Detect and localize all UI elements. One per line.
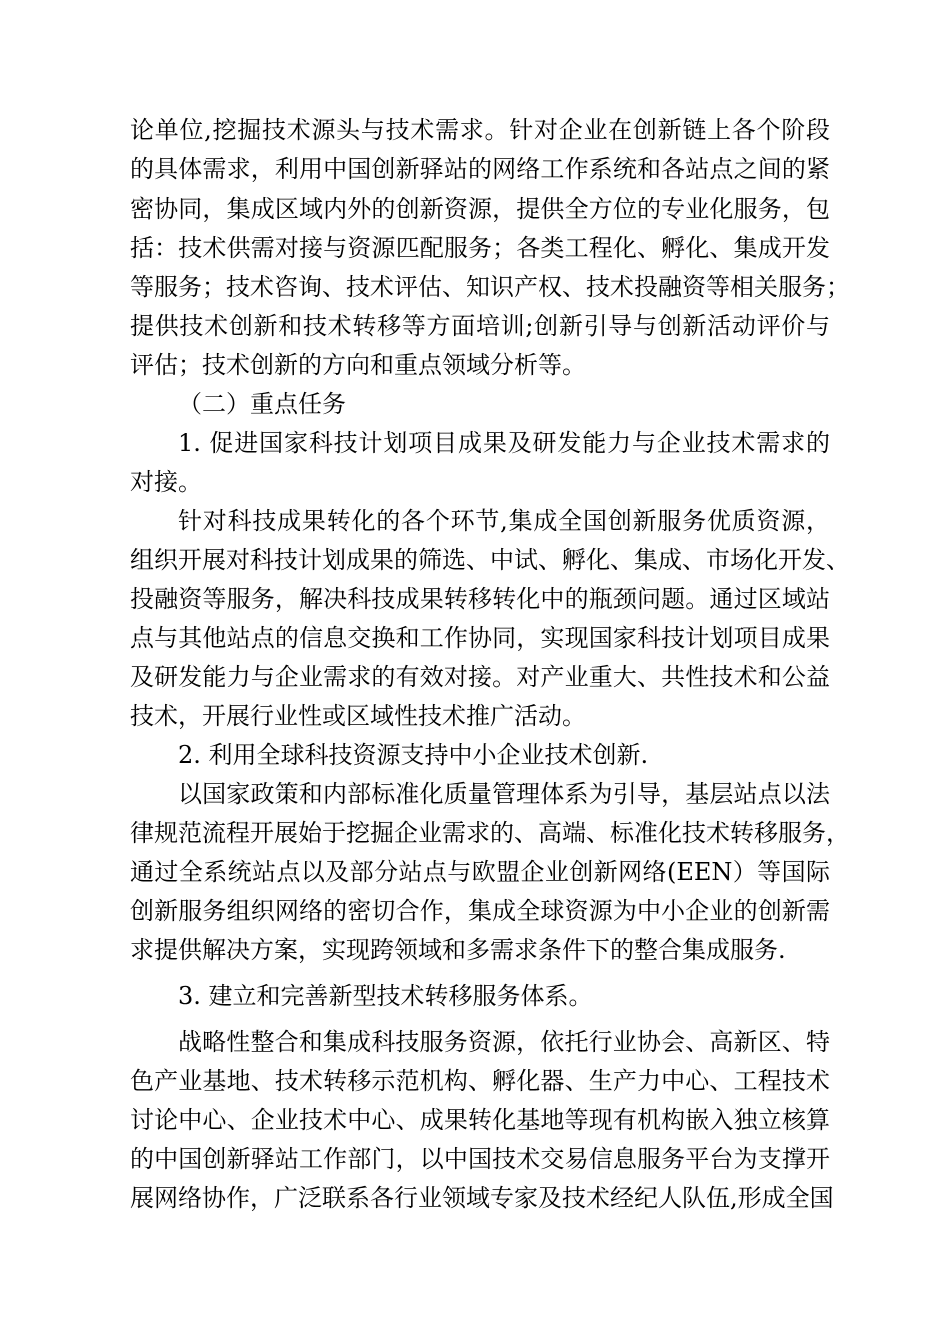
- text-line: 组织开展对科技计划成果的筛选、中试、孵化、集成、市场化开发、: [130, 546, 850, 574]
- text-line: 的中国创新驿站工作部门，以中国技术交易信息服务平台为支撑开: [130, 1145, 830, 1173]
- text-line: 评估；技术创新的方向和重点领域分析等。: [130, 351, 586, 379]
- text-line: 等服务；技术咨询、技术评估、知识产权、技术投融资等相关服务；: [130, 273, 850, 301]
- text-line: 展网络协作，广泛联系各行业领域专家及技术经纪人队伍,形成全国: [130, 1184, 834, 1212]
- text-line: 及研发能力与企业需求的有效对接。对产业重大、共性技术和公益: [130, 663, 830, 691]
- text-line: 针对科技成果转化的各个环节,集成全国创新服务优质资源，: [178, 507, 830, 535]
- text-line: 求提供解决方案，实现跨领域和多需求条件下的整合集成服务.: [130, 936, 786, 964]
- text-line: 色产业基地、技术转移示范机构、孵化器、生产力中心、工程技术: [130, 1067, 830, 1095]
- task-heading: 3. 建立和完善新型技术转移服务体系。: [178, 982, 593, 1010]
- text-line: 点与其他站点的信息交换和工作协同，实现国家科技计划项目成果: [130, 624, 830, 652]
- text-line: 通过全系统站点以及部分站点与欧盟企业创新网络(EEN）等国际: [130, 858, 830, 886]
- text-line: 提供技术创新和技术转移等方面培训;创新引导与创新活动评价与: [130, 312, 830, 340]
- text-line: 技术，开展行业性或区域性技术推广活动。: [130, 702, 586, 730]
- text-line: 投融资等服务，解决科技成果转移转化中的瓶颈问题。通过区域站: [130, 585, 830, 613]
- text-line: 律规范流程开展始于挖掘企业需求的、高端、标准化技术转移服务，: [130, 819, 850, 847]
- task-heading: 2. 利用全球科技资源支持中小企业技术创新.: [178, 741, 649, 769]
- text-line: 括：技术供需对接与资源匹配服务；各类工程化、孵化、集成开发: [130, 234, 830, 262]
- text-line: 战略性整合和集成科技服务资源，依托行业协会、高新区、特: [178, 1028, 830, 1056]
- text-line: 讨论中心、企业技术中心、成果转化基地等现有机构嵌入独立核算: [130, 1106, 830, 1134]
- text-line: 对接。: [130, 468, 202, 496]
- text-line: 创新服务组织网络的密切合作，集成全球资源为中小企业的创新需: [130, 897, 830, 925]
- text-line: 论单位,挖掘技术源头与技术需求。针对企业在创新链上各个阶段: [130, 116, 830, 144]
- text-line: 以国家政策和内部标准化质量管理体系为引导，基层站点以法: [178, 780, 830, 808]
- task-heading: 1. 促进国家科技计划项目成果及研发能力与企业技术需求的: [178, 429, 830, 457]
- section-heading: （二）重点任务: [178, 390, 346, 418]
- text-line: 的具体需求，利用中国创新驿站的网络工作系统和各站点之间的紧: [130, 155, 830, 183]
- text-line: 密协同，集成区域内外的创新资源，提供全方位的专业化服务，包: [130, 195, 830, 223]
